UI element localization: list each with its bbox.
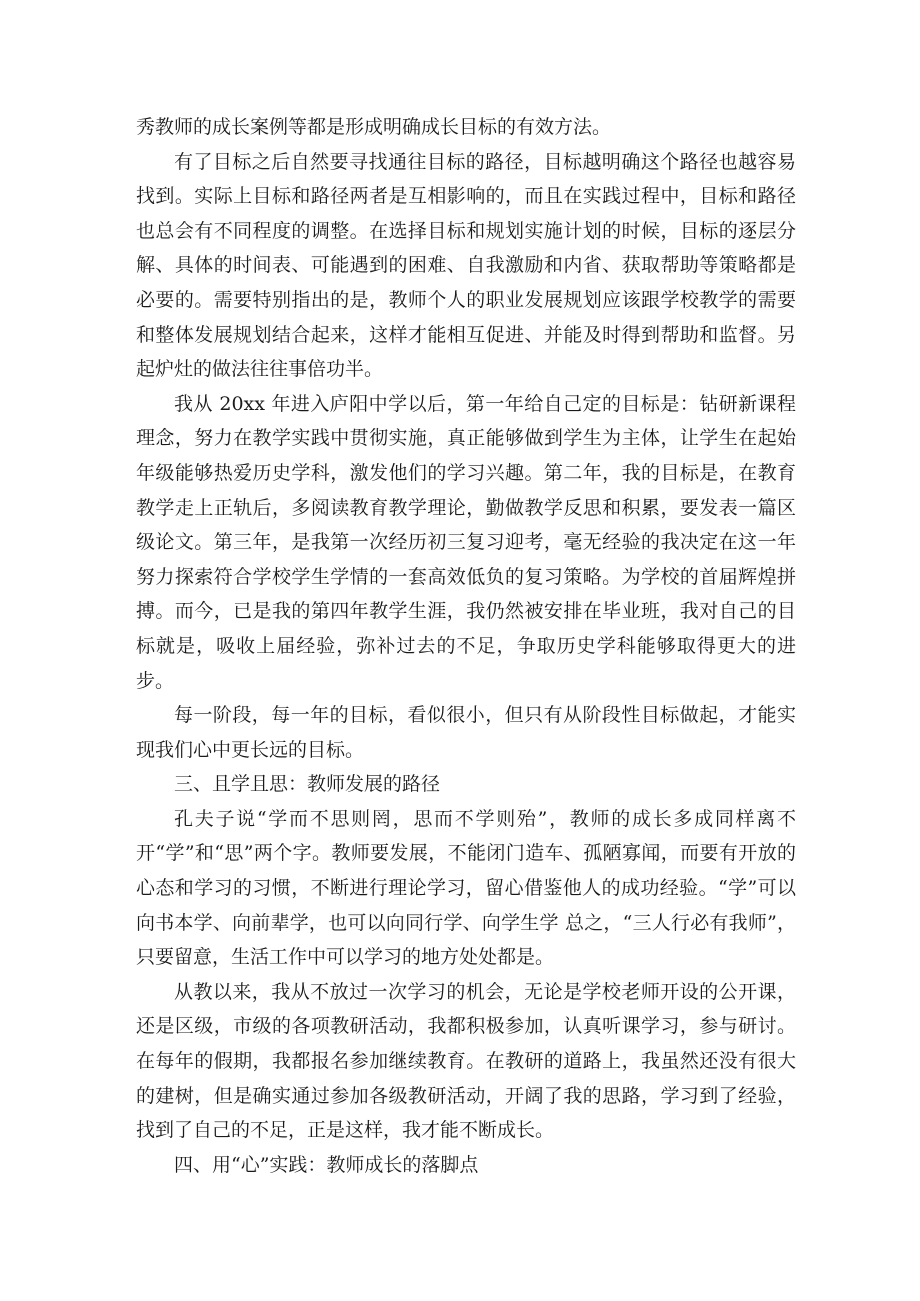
paragraph-stage-goals: 每一阶段，每一年的目标，看似很小，但只有从阶段性目标做起，才能实现我们心中更长远的目标。 (136, 704, 796, 761)
section-heading-four: 四、用“心”实践：教师成长的落脚点 (174, 1153, 479, 1176)
document-body (136, 110, 796, 1182)
section-heading-three: 三、且学且思：教师发展的路径 (174, 773, 441, 796)
paragraph-learn-think: 孔夫子说“学而不思则罔，思而不学则殆”，教师的成长多成同样离不开“学”和“思”两个字。教师要发展，不能闭门造车、孤陋寡闻，而要有开放的心态和学习的习惯，不断进行理论学习，留心借鉴他人的成功经验。“学”可以向书本学、向前辈学，也可以向同行学、向学生学 总之，“三人行必有我师”，只要留意，生活工作中可以学习的地方处处都是。 (136, 807, 796, 969)
paragraph-goal-path: 有了目标之后自然要寻找通往目标的路径，目标越明确这个路径也越容易找到。实际上目标和路径两者是互相影响的，而且在实践过程中，目标和路径也总会有不同程度的调整。在选择目标和规划实施计划的时候，目标的逐层分解、具体的时间表、可能遇到的困难、自我激励和内省、获取帮助等策略都是必要的。需要特别指出的是，教师个人的职业发展规划应该跟学校教学的需要和整体发展规划结合起来，这样才能相互促进、并能及时得到帮助和监督。另起炉灶的做法往往事倍功半。 (136, 150, 796, 381)
paragraph-continued: 秀教师的成长案例等都是形成明确成长目标的有效方法。 (136, 116, 612, 138)
paragraph-learning-opportunities: 从教以来，我从不放过一次学习的机会，无论是学校老师开设的公开课，还是区级，市级的各项教研活动，我都积极参加，认真听课学习，参与研讨。在每年的假期，我都报名参加继续教育。在教研的道路上，我虽然还没有很大的建树，但是确实通过参加各级教研活动，开阔了我的思路，学习到了经验，找到了自己的不足，正是这样，我才能不断成长。 (136, 980, 796, 1142)
paragraph-yearly-goals: 我从 20xx 年进入庐阳中学以后，第一年给自己定的目标是：钻研新课程理念，努力在教学实践中贯彻实施，真正能够做到学生为主体，让学生在起始年级能够热爱历史学科，激发他们的学习兴趣。第二年，我的目标是，在教育教学走上正轨后，多阅读教育教学理论，勤做教学反思和积累，要发表一篇区级论文。第三年，是我第一次经历初三复习迎考，毫无经验的我决定在这一年努力探索符合学校学生学情的一套高效低负的复习策略。为学校的首届辉煌拼搏。而今，已是我的第四年教学生涯，我仍然被安排在毕业班，我对自己的目标就是，吸收上届经验，弥补过去的不足，争取历史学科能够取得更大的进步。 (136, 392, 796, 692)
